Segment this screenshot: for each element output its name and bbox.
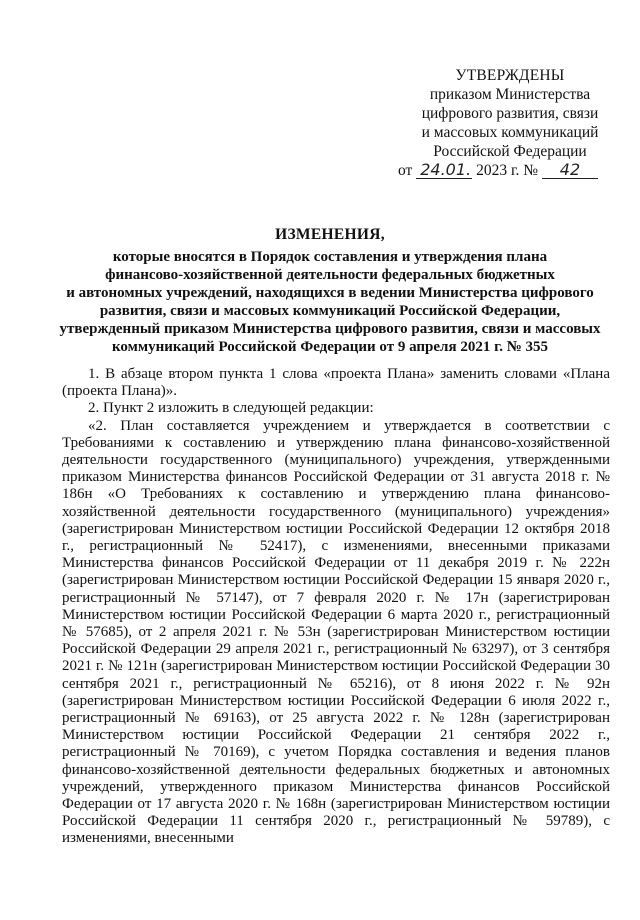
paragraph: «2. План составляется учреждением и утверждается в соответствии с Требованиями к составлению и утверждению плана финансово-хозяйственной деятельности государственного (муниципального) учреждения, утвержденными приказом Министерства финансов Российской Федерации от 31 августа 2018 г. № 186н «О Требованиях к составлению и утверждению плана финансово-хозяйственной деятельности государственного (муниципального) учреждения» (зарегистрирован Министерством юстиции Российской Федерации 12 октября 2018 г., регистрационный № 52417), с изменениями, внесенными приказами Министерства финансов Российской Федерации от 11 декабря 2019 г. № 222н (зарегистрирован Министерством юстиции Российской Федерации 15 января 2020 г., регистрационный № 57147), от 7 февраля 2020 г. № 17н (зарегистрирован Министерством юстиции Российской Федерации 6 марта 2020 г., регистрационный № 57685), от 2 апреля 2021 г. № 53н (зарегистрирован Министерством юстиции Российской Федерации 29 апреля 2021 г., регистрационный № 63297), от 3 сентября 2021 г. № 121н (зарегистрирован Министерством юстиции Российской Федерации 30 сентября 2021 г., регистрационный № 65216), от 8 июня 2022 г. № 92н (зарегистрирован Министерством юстиции Российской Федерации 6 июля 2022 г., регистрационный № 69163), от 25 августа 2022 г. № 128н (зарегистрирован Министерством юстиции Российской Федерации 21 сентября 2022 г., регистрационный № 70169), с учетом Порядка составления и ведения планов финансово-хозяйственной деятельности федеральных бюджетных и автономных учреждений, утвержденного приказом Министерства финансов Российской Федерации от 17 августа 2020 г. № 168н (зарегистрирован Министерством юстиции Российской Федерации 11 сентября 2020 г., регистрационный № 59789), с изменениями, внесенными [62,417,610,847]
paragraph: 1. В абзаце втором пункта 1 слова «проекта Плана» заменить словами «Плана (проекта Плана)». [62,366,610,400]
title-line: и автономных учреждений, находящихся в ведении Министерства цифрового [66,285,594,301]
approval-date-line [392,161,628,180]
title-main: ИЗМЕНЕНИЯ, [275,226,385,243]
handwritten-date: 24.01. [416,162,472,179]
approval-line: и массовых коммуникаций [421,124,599,141]
date-prefix: от [398,162,413,179]
document-body [62,366,610,848]
title-line: финансово-хозяйственной деятельности федеральных бюджетных [105,267,555,283]
approval-stamp [392,66,628,180]
approval-line: цифрового развития, связи [421,105,599,122]
year-text: 2023 г. № [476,162,539,179]
paragraph: 2. Пункт 2 изложить в следующей редакции: [88,400,374,417]
title-line: коммуникаций Российской Федерации от 9 апреля 2021 г. № 355 [111,339,549,355]
title-line: утвержденный приказом Министерства цифрового развития, связи и массовых [59,321,601,337]
approval-line: Российской Федерации [433,143,587,160]
title-line: которые вносятся в Порядок составления и утверждения плана [112,249,548,265]
handwritten-number: 42 [542,162,598,179]
approval-line: приказом Министерства [429,86,591,103]
document-title [40,226,620,356]
title-line: развития, связи и массовых коммуникаций Российской Федерации, [99,303,561,319]
approval-heading: УТВЕРЖДЕНЫ [455,67,565,84]
